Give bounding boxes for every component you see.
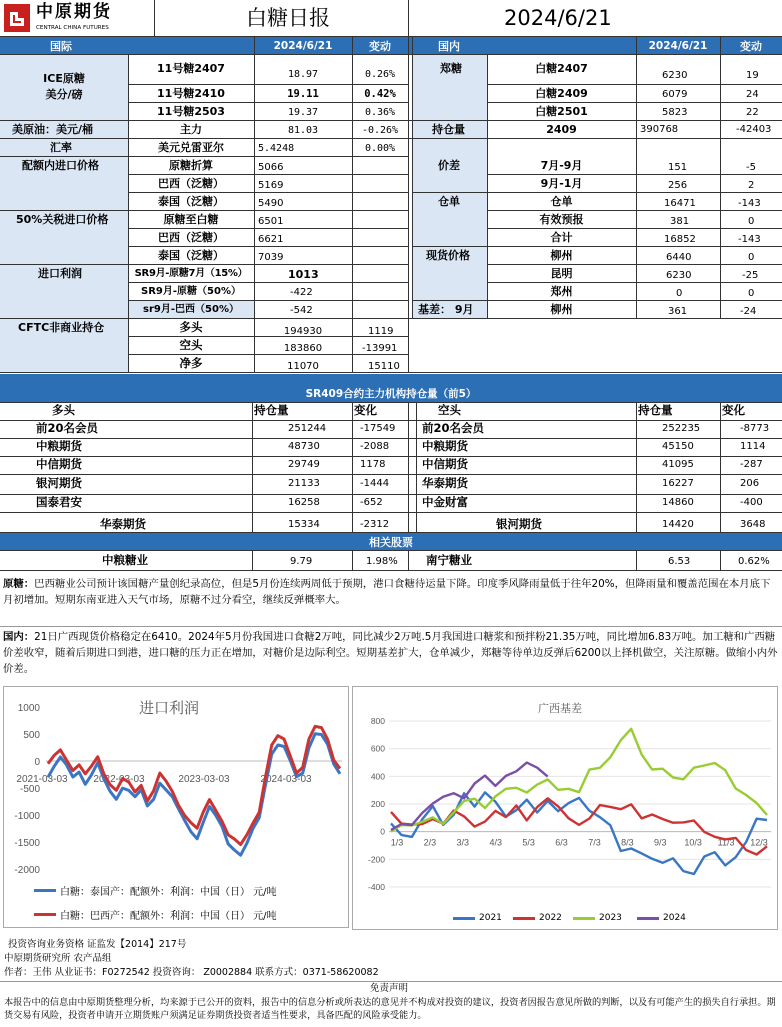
long-member-oi: 21133 bbox=[288, 478, 320, 489]
tax50-row-value: 6621 bbox=[258, 233, 284, 245]
fx-name: 美元兑雷亚尔 bbox=[158, 141, 224, 154]
short-member-oi: 16227 bbox=[662, 478, 694, 489]
oi-value: 390768 bbox=[640, 123, 679, 135]
long-oi-header: 持仓量 bbox=[254, 403, 289, 418]
x-tick-label: 2024-03-03 bbox=[260, 774, 312, 785]
short-member-oi: 252235 bbox=[662, 423, 701, 434]
quota-row-name: 原糖折算 bbox=[169, 159, 213, 172]
guangxi-basis-chart bbox=[352, 686, 778, 930]
cftc-label: CFTC非商业持仓 bbox=[18, 321, 105, 334]
x-tick-label: 1/3 bbox=[390, 837, 404, 848]
tax50-label: 50%关税进口价格 bbox=[16, 213, 109, 226]
cftc-row-value: 194930 bbox=[283, 325, 323, 337]
spot-row-change: 0 bbox=[748, 251, 755, 263]
ice-row-value: 19.11 bbox=[287, 88, 319, 101]
short-member-change: -8773 bbox=[740, 423, 770, 434]
quota-row-value: 5169 bbox=[258, 179, 284, 191]
stock-left-change: 1.98% bbox=[366, 556, 398, 567]
stock-left-price: 9.79 bbox=[290, 556, 313, 567]
long-member-change: -2088 bbox=[360, 441, 390, 452]
x-tick-label: 2022-03-03 bbox=[93, 774, 145, 785]
series-line bbox=[391, 763, 548, 830]
y-tick-label: 400 bbox=[370, 771, 385, 782]
short-member-oi: 14860 bbox=[662, 497, 694, 508]
warehouse-row-name: 有效预报 bbox=[539, 213, 584, 226]
long-member-oi: 15334 bbox=[288, 519, 320, 530]
report-header bbox=[0, 0, 782, 37]
x-tick-label: 11/3 bbox=[717, 837, 735, 848]
warehouse-row-change: -143 bbox=[738, 197, 761, 209]
basis-row-change: -24 bbox=[740, 305, 757, 317]
profit-row-name: sr9月-巴西（50%） bbox=[143, 303, 239, 315]
basis-legend-2021 bbox=[453, 913, 502, 923]
zc-row-value: 5823 bbox=[662, 106, 688, 118]
tax50-row-value: 6501 bbox=[258, 215, 284, 227]
intl-date-header: 2024/6/21 bbox=[273, 39, 333, 52]
long-member-oi: 16258 bbox=[288, 497, 320, 508]
spot-row-value: 6230 bbox=[666, 269, 692, 281]
fx-value: 5.4248 bbox=[258, 142, 295, 154]
short-change-header: 变化 bbox=[722, 403, 745, 418]
y-tick-label: -1000 bbox=[14, 811, 40, 822]
tax50-row-name: 巴西（泛糖） bbox=[158, 231, 224, 244]
y-tick-label: 200 bbox=[370, 799, 385, 809]
long-member-name: 华泰期货 bbox=[100, 517, 146, 532]
warehouse-row-name: 合计 bbox=[550, 231, 573, 244]
stock-left-name: 中粮糖业 bbox=[102, 553, 148, 568]
x-tick-label: 5/3 bbox=[522, 837, 535, 848]
disclaimer-title: 免责声明 bbox=[370, 983, 409, 994]
spot-row-change: 0 bbox=[748, 287, 755, 299]
long-member-name: 国泰君安 bbox=[36, 495, 82, 510]
guangxi-basis-chart-svg bbox=[353, 687, 779, 931]
short-member-oi: 14420 bbox=[662, 519, 694, 530]
positions-title: SR409合约主力机构持仓量（前5） bbox=[305, 387, 477, 400]
basis-label: 基差： 9月 bbox=[418, 303, 474, 316]
zc-row-name: 白糖2409 bbox=[535, 87, 588, 100]
raw-sugar-comment-text: 巴西糖业公司预计该国糖产量创纪录高位，但是5月份连续两周低于预期，港口食糖待运量下降。印度季风降雨量低于往年20%，但降雨量和覆盖范围在本月底下月初增加。短期东南亚进入天气市场，原糖不过分看空，继续反弹概率大。 bbox=[3, 578, 771, 606]
warehouse-row-change: 0 bbox=[748, 215, 755, 227]
intl-header: 国际 bbox=[50, 39, 72, 53]
short-member-change: -400 bbox=[740, 497, 763, 508]
y-tick-label: -2000 bbox=[14, 865, 40, 876]
short-member-name: 中金财富 bbox=[422, 495, 468, 510]
warehouse-row-change: -143 bbox=[738, 233, 761, 245]
long-member-change: -17549 bbox=[360, 423, 396, 434]
y-tick-label: -1500 bbox=[14, 838, 40, 849]
long-member-change: -652 bbox=[360, 497, 383, 508]
oil-label: 美原油：美元/桶 bbox=[12, 123, 94, 136]
ice-label-2: 美分/磅 bbox=[45, 87, 83, 101]
domestic-comment bbox=[3, 629, 779, 677]
y-tick-label: 1000 bbox=[17, 703, 40, 714]
zc-row-name: 白糖2501 bbox=[535, 105, 588, 118]
oil-value: 81.03 bbox=[287, 124, 319, 136]
qualification-line: 投资咨询业务资格 证监发【2014】217号 bbox=[8, 939, 187, 950]
spot-row-value: 6440 bbox=[666, 251, 692, 263]
profit-row-value: -542 bbox=[290, 304, 313, 316]
basis-row-value: 361 bbox=[668, 305, 688, 317]
ice-row-value: 18.97 bbox=[287, 69, 319, 80]
domestic-comment-text: 21日广西现货价格稳定在6410。2024年5月份我国进口食糖2万吨，同比减少2万吨.5月我国进口糖浆和预拌粉21.35万吨，同比增加6.83万吨。加工糖和广西糖价差收窄，随着后期进口到港，进口糖的压力正在增加，对糖价是边际利空。短期基差扩大，仓单减少，郑糖等待单边反弹后6200以上择机做空，关注原糖。做缩小内外价差。 bbox=[3, 631, 778, 675]
long-member-change: -1444 bbox=[360, 478, 390, 489]
y-tick-label: 600 bbox=[370, 743, 385, 754]
ice-row-name: 11号糖2503 bbox=[157, 105, 225, 118]
spot-row-change: -25 bbox=[742, 269, 759, 281]
oi-name: 2409 bbox=[546, 123, 577, 136]
x-tick-label: 9/3 bbox=[654, 837, 667, 848]
spread-label: 价差 bbox=[438, 159, 460, 172]
long-member-oi: 48730 bbox=[288, 441, 320, 452]
oil-name: 主力 bbox=[180, 123, 202, 136]
y-tick-label: -500 bbox=[19, 784, 40, 795]
x-tick-label: 8/3 bbox=[621, 837, 634, 848]
profit-row-value: -422 bbox=[290, 286, 313, 298]
department-line: 中原期货研究所 农产品组 bbox=[4, 953, 112, 964]
y-tick-label: 0 bbox=[380, 826, 385, 837]
short-member-change: 1114 bbox=[740, 441, 766, 452]
spot-row-name: 柳州 bbox=[550, 249, 573, 262]
series-line bbox=[391, 798, 767, 854]
spot-row-name: 昆明 bbox=[550, 267, 573, 280]
stock-right-name: 南宁糖业 bbox=[426, 553, 472, 568]
basis-legend-2024 bbox=[637, 913, 686, 923]
series-line bbox=[391, 729, 767, 832]
tax50-row-value: 7039 bbox=[258, 251, 284, 263]
long-change-header: 变化 bbox=[354, 403, 377, 418]
long-member-oi: 251244 bbox=[288, 423, 327, 434]
raw-sugar-comment bbox=[3, 576, 779, 608]
short-member-change: 206 bbox=[740, 478, 760, 489]
report-date: 2024/6/21 bbox=[504, 6, 612, 30]
cftc-row-name: 净多 bbox=[179, 355, 203, 370]
y-tick-label: 0 bbox=[34, 757, 40, 768]
intl-change-header: 变动 bbox=[369, 39, 391, 53]
disclaimer-text: 本报告中的信息由中原期货整理分析，均来源于已公开的资料，报告中的信息分析或所表达的意见并不构成对投资的建议，投资者因报告意见所做的判断，以及有可能产生的损失自行承担。期货交易有风险，投资者申请开立期货账户须满足证券期货投资者适当性要求，具备匹配的风险承受能力。 bbox=[4, 997, 776, 1021]
import-profit-legend-thai bbox=[34, 883, 277, 898]
long-member-name: 银河期货 bbox=[36, 476, 82, 491]
brand-logo bbox=[2, 2, 152, 36]
page-title: 白糖日报 bbox=[246, 6, 330, 30]
spread-row-value: 151 bbox=[668, 161, 688, 173]
x-tick-label: 7/3 bbox=[588, 837, 601, 848]
spot-row-name: 郑州 bbox=[550, 285, 573, 298]
basis-legend-2023 bbox=[573, 913, 622, 923]
logo-cn: 中原期货 bbox=[36, 2, 112, 22]
cftc-row-name: 多头 bbox=[179, 319, 203, 334]
ice-row-change: 0.42% bbox=[364, 88, 396, 101]
legend-label: 白糖：泰国产：配额外：利润：中国（日） 元/吨 bbox=[60, 887, 277, 898]
short-header: 空头 bbox=[438, 403, 461, 418]
long-member-name: 中信期货 bbox=[36, 457, 82, 472]
spread-row-change: 2 bbox=[748, 179, 755, 191]
quota-row-name: 巴西（泛糖） bbox=[158, 177, 224, 190]
x-tick-label: 10/3 bbox=[684, 837, 702, 848]
import-profit-chart-title: 进口利润 bbox=[139, 699, 200, 717]
profit-row-name: SR9月-原糖7月（15%） bbox=[134, 267, 248, 279]
series-line bbox=[48, 726, 340, 844]
stocks-title: 相关股票 bbox=[369, 535, 413, 549]
import-profit-legend-brazil bbox=[34, 907, 277, 922]
cftc-row-value: 11070 bbox=[287, 360, 319, 372]
import-profit-chart bbox=[3, 686, 349, 928]
profit-label: 进口利润 bbox=[38, 267, 82, 280]
legend-label: 2021 bbox=[479, 913, 502, 923]
x-tick-label: 3/3 bbox=[456, 837, 470, 848]
spread-row-name: 7月-9月 bbox=[540, 159, 583, 172]
quota-label: 配额内进口价格 bbox=[22, 159, 99, 172]
stock-right-price: 6.53 bbox=[668, 556, 691, 567]
x-tick-label: 6/3 bbox=[555, 837, 568, 848]
long-member-oi: 29749 bbox=[288, 459, 320, 470]
legend-label: 2022 bbox=[539, 913, 562, 923]
short-member-name: 华泰期货 bbox=[422, 476, 468, 491]
cftc-row-change: -13991 bbox=[362, 342, 398, 354]
cftc-row-change: 15110 bbox=[368, 360, 400, 372]
dom-date-header: 2024/6/21 bbox=[648, 39, 708, 52]
dom-header: 国内 bbox=[438, 39, 460, 53]
long-header: 多头 bbox=[52, 403, 75, 418]
x-tick-label: 4/3 bbox=[489, 837, 502, 848]
zc-row-name: 白糖2407 bbox=[535, 61, 588, 75]
long-member-name: 前20名会员 bbox=[36, 421, 99, 436]
fx-change: 0.00% bbox=[364, 142, 396, 154]
short-member-oi: 41095 bbox=[662, 459, 694, 470]
short-oi-header: 持仓量 bbox=[638, 403, 673, 418]
cftc-row-value: 183860 bbox=[283, 342, 323, 354]
x-tick-label: 2023-03-03 bbox=[178, 774, 230, 785]
warehouse-label: 仓单 bbox=[438, 195, 460, 208]
cftc-row-name: 空头 bbox=[179, 337, 203, 352]
legend-label: 2024 bbox=[663, 913, 686, 923]
tax50-row-name: 泰国（泛糖） bbox=[158, 249, 224, 262]
quota-row-value: 5490 bbox=[258, 197, 284, 209]
quota-row-value: 5066 bbox=[258, 161, 284, 173]
zc-row-value: 6079 bbox=[662, 88, 688, 100]
short-member-name: 前20名会员 bbox=[422, 421, 485, 436]
spot-label: 现货价格 bbox=[426, 249, 470, 262]
profit-row-name: SR9月-原糖（50%） bbox=[141, 285, 241, 297]
y-tick-label: 500 bbox=[23, 730, 40, 741]
zc-row-change: 24 bbox=[746, 88, 759, 100]
basis-legend-2022 bbox=[513, 913, 562, 923]
oi-change: -42403 bbox=[736, 123, 772, 135]
x-tick-label: 2/3 bbox=[423, 837, 437, 848]
fx-label: 汇率 bbox=[50, 141, 72, 154]
series-line bbox=[48, 734, 340, 855]
y-tick-label: 800 bbox=[370, 716, 385, 726]
stock-right-change: 0.62% bbox=[738, 556, 770, 567]
x-tick-label: 12/3 bbox=[750, 837, 768, 848]
tax50-row-name: 原糖至白糖 bbox=[163, 213, 219, 226]
ice-row-change: 0.26% bbox=[364, 69, 396, 80]
author-line: 作者：王伟 从业证书：F0272542 投资咨询： Z0002884 联系方式：0371-58620082 bbox=[4, 967, 379, 978]
logo-mark-icon bbox=[4, 4, 30, 32]
short-member-name: 中粮期货 bbox=[422, 439, 468, 454]
legend-label: 白糖：巴西产：配额外：利润：中国（日） 元/吨 bbox=[60, 911, 277, 922]
long-member-change: 1178 bbox=[360, 459, 386, 470]
warehouse-row-name: 仓单 bbox=[550, 195, 573, 208]
spot-row-value: 0 bbox=[676, 287, 683, 299]
legend-label: 2023 bbox=[599, 913, 622, 923]
profit-row-value: 1013 bbox=[288, 268, 319, 281]
dom-change-header: 变动 bbox=[740, 39, 762, 53]
short-member-change: 3648 bbox=[740, 519, 766, 530]
ice-row-value: 19.37 bbox=[287, 106, 319, 118]
raw-sugar-comment-label: 原糖： bbox=[3, 578, 35, 590]
y-tick-label: -400 bbox=[367, 882, 385, 892]
zc-row-change: 22 bbox=[746, 106, 759, 118]
series-line bbox=[391, 792, 767, 874]
zc-row-change: 19 bbox=[746, 70, 759, 81]
ice-row-change: 0.36% bbox=[364, 106, 396, 118]
long-member-change: -2312 bbox=[360, 519, 390, 530]
ice-label-1: ICE原糖 bbox=[43, 71, 85, 85]
zc-row-value: 6230 bbox=[662, 70, 688, 81]
short-member-oi: 45150 bbox=[662, 441, 694, 452]
oi-label: 持仓量 bbox=[432, 123, 465, 136]
domestic-comment-label: 国内： bbox=[3, 631, 35, 643]
logo-en: CENTRAL CHINA FUTURES bbox=[36, 25, 109, 31]
cftc-row-change: 1119 bbox=[368, 325, 394, 337]
guangxi-basis-chart-title: 广西基差 bbox=[538, 702, 582, 715]
spread-row-name: 9月-1月 bbox=[540, 177, 583, 190]
zc-label: 郑糖 bbox=[440, 62, 462, 75]
oil-change: -0.26% bbox=[361, 124, 399, 136]
long-member-name: 中粮期货 bbox=[36, 439, 82, 454]
quota-row-name: 泰国（泛糖） bbox=[158, 195, 224, 208]
x-tick-label: 2021-03-03 bbox=[16, 774, 68, 785]
warehouse-row-value: 16471 bbox=[664, 197, 696, 209]
spread-row-change: -5 bbox=[746, 161, 756, 173]
spread-row-value: 256 bbox=[668, 179, 688, 191]
short-member-name: 银河期货 bbox=[496, 517, 542, 532]
short-member-change: -287 bbox=[740, 459, 763, 470]
basis-row-name: 柳州 bbox=[550, 303, 573, 316]
short-member-name: 中信期货 bbox=[422, 457, 468, 472]
ice-row-name: 11号糖2407 bbox=[157, 61, 225, 75]
ice-row-name: 11号糖2410 bbox=[157, 87, 225, 100]
y-tick-label: -200 bbox=[367, 854, 385, 865]
warehouse-row-value: 381 bbox=[670, 215, 690, 227]
warehouse-row-value: 16852 bbox=[664, 233, 696, 245]
